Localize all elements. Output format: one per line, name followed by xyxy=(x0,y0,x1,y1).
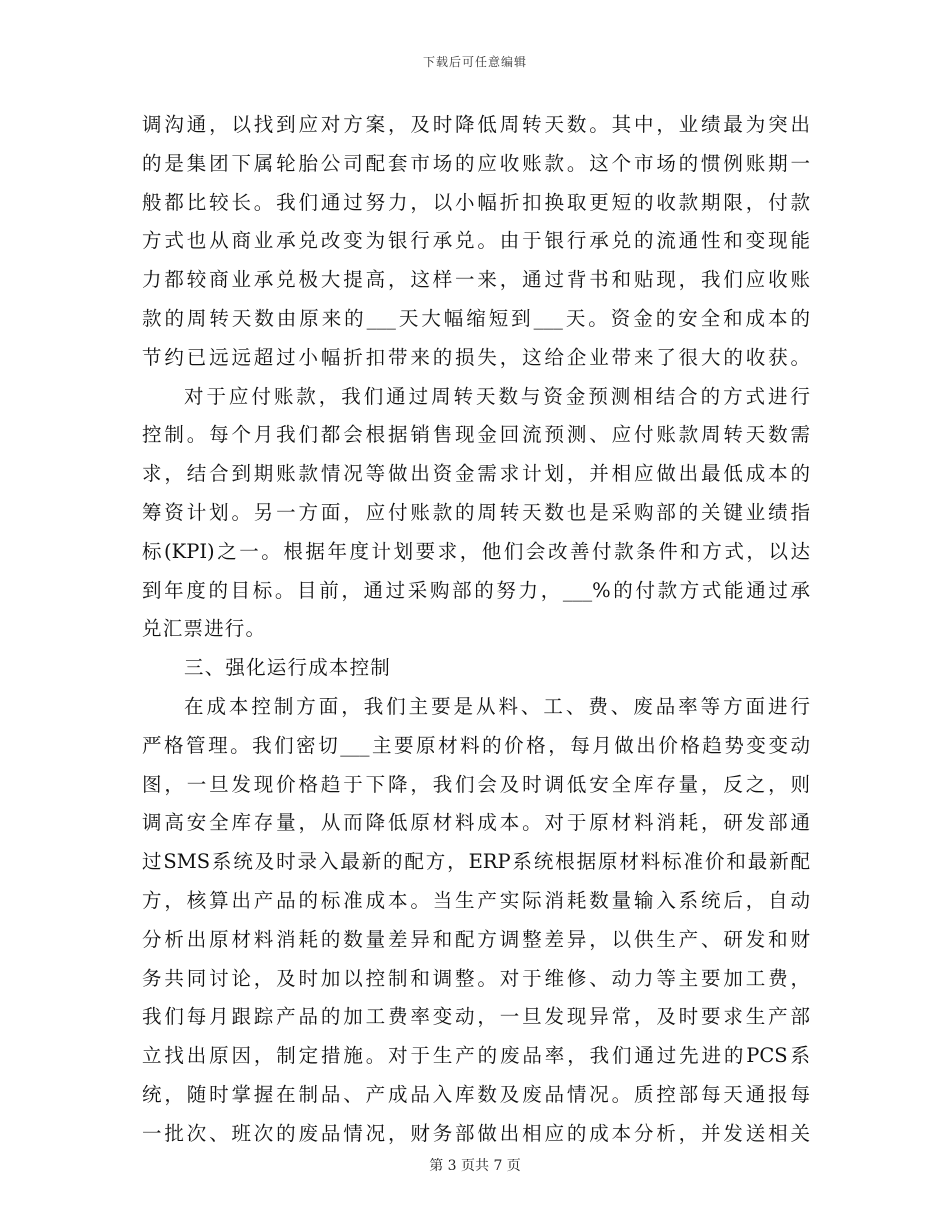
body-line: 统，随时掌握在制品、产成品入库数及废品情况。质控部每天通报每 xyxy=(142,1082,810,1106)
paragraph-first-line: 对于应付账款，我们通过周转天数与资金预测相结合的方式进行 xyxy=(184,384,810,408)
body-line: 调高安全库存量，从而降低原材料成本。对于原材料消耗，研发部通 xyxy=(142,811,810,835)
body-line: 控制。每个月我们都会根据销售现金回流预测、应付账款周转天数需 xyxy=(142,423,810,447)
body-line: 求，结合到期账款情况等做出资金需求计划，并相应做出最低成本的 xyxy=(142,462,810,486)
body-line: 标(KPI)之一。根据年度计划要求，他们会改善付款条件和方式，以达 xyxy=(142,539,810,563)
body-line: 款的周转天数由原来的___天大幅缩短到___天。资金的安全和成本的 xyxy=(142,306,810,330)
body-line: 严格管理。我们密切___主要原材料的价格，每月做出价格趋势变变动 xyxy=(142,733,810,757)
section-heading: 三、强化运行成本控制 xyxy=(184,656,392,680)
body-line: 我们每月跟踪产品的加工费率变动，一旦发现异常，及时要求生产部 xyxy=(142,1005,810,1029)
body-line: 过SMS系统及时录入最新的配方，ERP系统根据原材料标准价和最新配 xyxy=(142,850,810,874)
body-line: 筹资计划。另一方面，应付账款的周转天数也是采购部的关键业绩指 xyxy=(142,500,810,524)
body-line: 力都较商业承兑极大提高，这样一来，通过背书和贴现，我们应收账 xyxy=(142,268,810,292)
body-line: 方，核算出产品的标准成本。当生产实际消耗数量输入系统后，自动 xyxy=(142,888,810,912)
body-line: 调沟通，以找到应对方案，及时降低周转天数。其中，业绩最为突出 xyxy=(142,113,810,136)
body-line: 立找出原因，制定措施。对于生产的废品率，我们通过先进的PCS系 xyxy=(142,1044,810,1068)
body-line: 图，一旦发现价格趋于下降，我们会及时调低安全库存量，反之，则 xyxy=(142,772,810,796)
page-number: 第 3 页共 7 页 xyxy=(429,1158,521,1174)
body-line: 务共同讨论，及时加以控制和调整。对于维修、动力等主要加工费， xyxy=(142,966,810,990)
body-line: 分析出原材料消耗的数量差异和配方调整差异，以供生产、研发和财 xyxy=(142,927,810,951)
body-line: 一批次、班次的废品情况，财务部做出相应的成本分析，并发送相关 xyxy=(142,1121,810,1145)
page-header: 下载后可任意编辑 xyxy=(422,55,527,69)
body-line: 方式也从商业承兑改变为银行承兑。由于银行承兑的流通性和变现能 xyxy=(142,229,810,253)
paragraph-first-line: 在成本控制方面，我们主要是从料、工、费、废品率等方面进行 xyxy=(184,694,810,718)
document-body xyxy=(142,106,810,1154)
paragraph-last-line: 兑汇票进行。 xyxy=(142,617,267,641)
body-line: 节约已远远超过小幅折扣带来的损失，这给企业带来了很大的收获。 xyxy=(142,345,810,369)
body-line: 到年度的目标。目前，通过采购部的努力，___%的付款方式能通过承 xyxy=(142,578,810,602)
body-line: 般都比较长。我们通过努力，以小幅折扣换取更短的收款期限，付款 xyxy=(142,190,810,214)
body-line: 的是集团下属轮胎公司配套市场的应收账款。这个市场的惯例账期一 xyxy=(142,151,810,175)
